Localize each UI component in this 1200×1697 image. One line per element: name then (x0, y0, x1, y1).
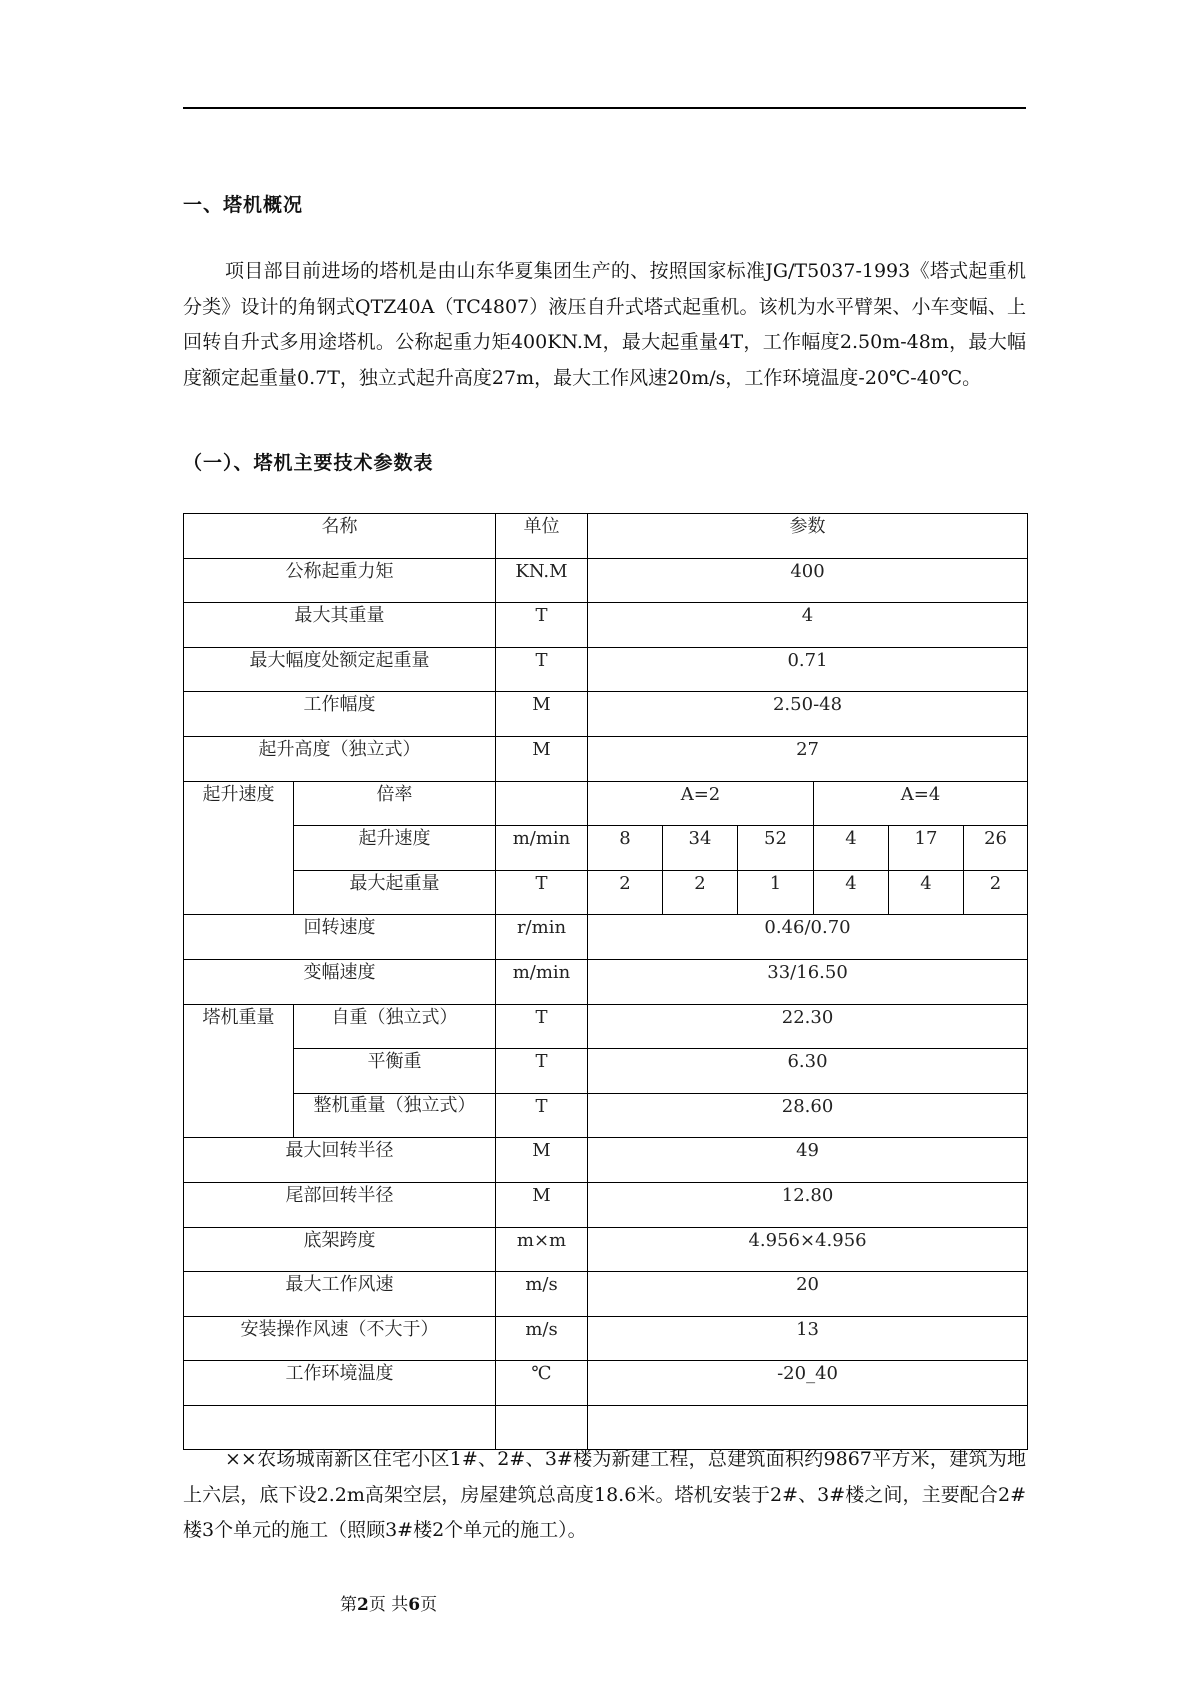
table-header-row (184, 514, 1028, 559)
table-row (184, 692, 1028, 737)
row-value: 33/16.50 (588, 959, 1028, 1004)
table-row (184, 647, 1028, 692)
row-unit: m×m (496, 1227, 588, 1272)
parameter-table (183, 513, 1028, 1450)
row-unit: KN.M (496, 558, 588, 603)
weight-value: 28.60 (588, 1093, 1028, 1138)
row-value: 0.71 (588, 647, 1028, 692)
lift-speed-unit: m/min (496, 826, 588, 871)
page-number-current: 2 (357, 1595, 369, 1615)
row-name: 变幅速度 (184, 959, 496, 1004)
lift-load-cell: 4 (889, 870, 964, 915)
row-value: 49 (588, 1138, 1028, 1183)
row-value: 12.80 (588, 1182, 1028, 1227)
header-unit: 单位 (496, 514, 588, 559)
footer-suffix: 页 (420, 1595, 438, 1615)
lift-load-row (184, 870, 1028, 915)
lift-ratio-row (184, 781, 1028, 826)
lift-speed-cell: 17 (889, 826, 964, 871)
row-unit: m/s (496, 1316, 588, 1361)
row-unit: m/s (496, 1272, 588, 1317)
row-unit: r/min (496, 915, 588, 960)
row-name: 安装操作风速（不大于） (184, 1316, 496, 1361)
row-name: 工作幅度 (184, 692, 496, 737)
table-row (184, 558, 1028, 603)
ratio-a2: A=2 (588, 781, 814, 826)
header-param: 参数 (588, 514, 1028, 559)
weight-unit: T (496, 1049, 588, 1094)
subsection-heading: （一）、塔机主要技术参数表 (183, 452, 434, 474)
weight-name: 平衡重 (294, 1049, 496, 1094)
row-name: 最大回转半径 (184, 1138, 496, 1183)
table-row (184, 603, 1028, 648)
table-row (184, 1316, 1028, 1361)
row-value: 0.46/0.70 (588, 915, 1028, 960)
lift-load-cell: 4 (814, 870, 889, 915)
lift-load-label: 最大起重量 (294, 870, 496, 915)
row-value: 4.956×4.956 (588, 1227, 1028, 1272)
row-name: 最大幅度处额定起重量 (184, 647, 496, 692)
row-unit: M (496, 1138, 588, 1183)
lift-speed-label: 起升速度 (294, 826, 496, 871)
row-name: 底架跨度 (184, 1227, 496, 1272)
table-row (184, 1227, 1028, 1272)
weight-row (184, 1049, 1028, 1094)
row-unit: T (496, 647, 588, 692)
project-paragraph: ××农场城南新区住宅小区1#、2#、3#楼为新建工程，总建筑面积约9867平方米，建筑为地上六层，底下设2.2m高架空层，房屋建筑总高度18.6米。塔机安装于2#、3#楼之间，主要配合2#楼3个单元的施工（照顾3#楼2个单元的施工）。 (183, 1448, 1026, 1541)
weight-unit: T (496, 1004, 588, 1049)
weight-value: 22.30 (588, 1004, 1028, 1049)
row-value: 4 (588, 603, 1028, 648)
lift-group-label: 起升速度 (184, 781, 294, 915)
table-row (184, 1361, 1028, 1406)
lift-load-cell: 2 (588, 870, 663, 915)
row-unit: M (496, 736, 588, 781)
row-value: 400 (588, 558, 1028, 603)
table-row (184, 959, 1028, 1004)
lift-load-unit: T (496, 870, 588, 915)
ratio-label: 倍率 (294, 781, 496, 826)
table-row (184, 736, 1028, 781)
intro-paragraph: 项目部目前进场的塔机是由山东华夏集团生产的、按照国家标准JG/T5037-1993《塔式起重机分类》设计的角钢式QTZ40A（TC4807）液压自升式塔式起重机。该机为水平臂架、小车变幅、上回转自升式多用途塔机。公称起重力矩400KN.M，最大起重量4T，工作幅度2.50m-48m，最大幅度额定起重量0.7T，独立式起升高度27m，最大工作风速20m/s，工作环境温度-20℃-40℃。 (183, 260, 1026, 389)
lift-speed-cell: 26 (964, 826, 1028, 871)
footer-middle: 页 共 (368, 1595, 409, 1615)
ratio-unit (496, 781, 588, 826)
weight-value: 6.30 (588, 1049, 1028, 1094)
lift-speed-cell: 52 (738, 826, 814, 871)
table-row (184, 1138, 1028, 1183)
row-unit: ℃ (496, 1361, 588, 1406)
row-name: 回转速度 (184, 915, 496, 960)
ratio-a4: A=4 (814, 781, 1028, 826)
section-heading: 一、塔机概况 (183, 194, 304, 216)
row-name: 起升高度（独立式） (184, 736, 496, 781)
weight-row (184, 1093, 1028, 1138)
row-value: 20 (588, 1272, 1028, 1317)
lift-load-cell: 2 (663, 870, 738, 915)
lift-load-cell: 1 (738, 870, 814, 915)
weight-group-label: 塔机重量 (184, 1004, 294, 1138)
lift-load-cell: 2 (964, 870, 1028, 915)
weight-name: 整机重量（独立式） (294, 1093, 496, 1138)
weight-name: 自重（独立式） (294, 1004, 496, 1049)
table-row (184, 1182, 1028, 1227)
lift-speed-row (184, 826, 1028, 871)
header-rule (183, 107, 1026, 109)
lift-speed-cell: 34 (663, 826, 738, 871)
row-unit: M (496, 1182, 588, 1227)
row-unit: m/min (496, 959, 588, 1004)
row-name: 公称起重力矩 (184, 558, 496, 603)
row-value: 27 (588, 736, 1028, 781)
row-name: 最大工作风速 (184, 1272, 496, 1317)
header-name: 名称 (184, 514, 496, 559)
weight-row (184, 1004, 1028, 1049)
footer-prefix: 第 (340, 1595, 357, 1615)
page-number-total: 6 (408, 1595, 421, 1615)
page-footer (340, 1590, 437, 1615)
row-name: 尾部回转半径 (184, 1182, 496, 1227)
row-value: 2.50-48 (588, 692, 1028, 737)
weight-unit: T (496, 1093, 588, 1138)
table-row (184, 1272, 1028, 1317)
row-name: 最大其重量 (184, 603, 496, 648)
row-name: 工作环境温度 (184, 1361, 496, 1406)
lift-speed-cell: 8 (588, 826, 663, 871)
table-row (184, 915, 1028, 960)
lift-speed-cell: 4 (814, 826, 889, 871)
row-value: 13 (588, 1316, 1028, 1361)
row-unit: M (496, 692, 588, 737)
row-value: -20_40 (588, 1361, 1028, 1406)
row-unit: T (496, 603, 588, 648)
